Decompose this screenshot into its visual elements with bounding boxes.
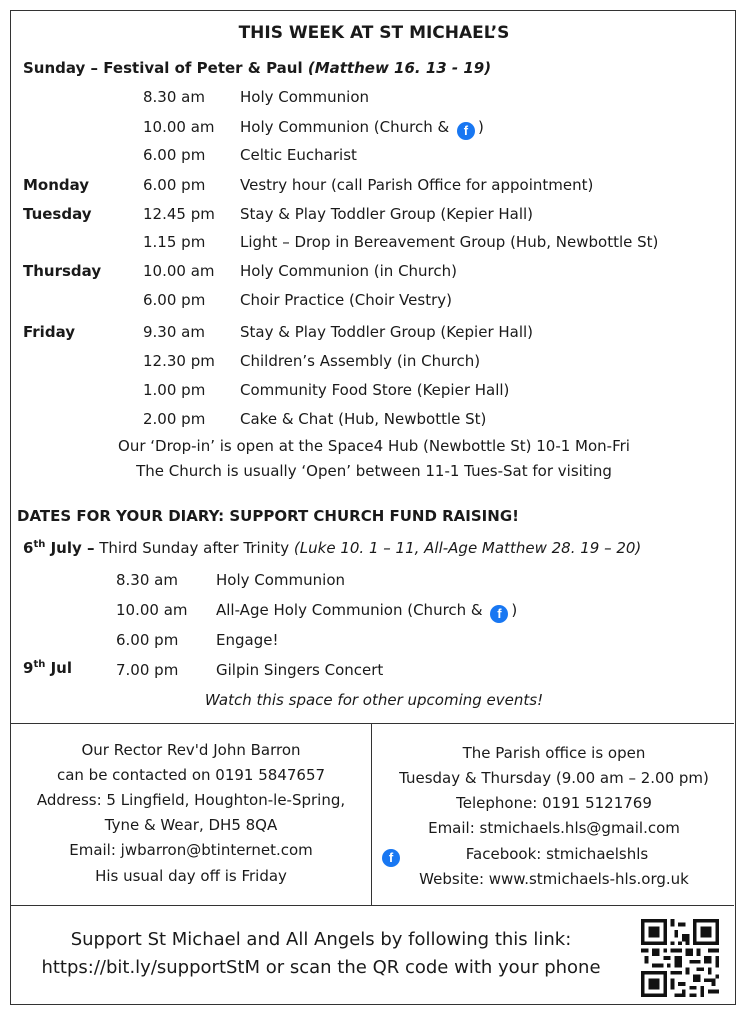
diary-time: 10.00 am xyxy=(116,601,188,619)
event-text: Cake & Chat (Hub, Newbottle St) xyxy=(240,410,487,428)
diary-event xyxy=(216,601,517,623)
diary-event xyxy=(216,571,345,589)
event-text: Children’s Assembly (in Church) xyxy=(240,352,481,370)
rector-line: Address: 5 Lingfield, Houghton-le-Spring, xyxy=(36,791,346,809)
event-time: 12.30 pm xyxy=(143,352,215,370)
divider-vertical xyxy=(371,723,372,905)
event-time: 1.15 pm xyxy=(143,233,206,251)
event-time: 12.45 pm xyxy=(143,205,215,223)
event-text: Stay & Play Toddler Group (Kepier Hall) xyxy=(240,205,534,223)
watch-note: Watch this space for other upcoming events! xyxy=(204,691,544,709)
diary-event-after: ) xyxy=(511,601,518,619)
diary-heading: DATES FOR YOUR DIARY: SUPPORT CHURCH FUND RAISING! xyxy=(17,507,519,525)
event-time: 10.00 am xyxy=(143,262,215,280)
day-label: Monday xyxy=(23,176,90,194)
office-line: Telephone: 0191 5121769 xyxy=(456,794,652,812)
event-text-after: ) xyxy=(477,118,484,136)
rector-line: can be contacted on 0191 5847657 xyxy=(56,766,326,784)
event-text: Celtic Eucharist xyxy=(240,146,357,164)
day-label: Tuesday xyxy=(23,205,92,223)
facebook-icon[interactable]: f xyxy=(490,605,508,623)
event-text: Community Food Store (Kepier Hall) xyxy=(240,381,510,399)
diary-event-text: Engage! xyxy=(216,631,279,649)
event-name xyxy=(240,323,533,341)
event-text: Light – Drop in Bereavement Group (Hub, Newbottle St) xyxy=(240,233,659,251)
support-line-1: Support St Michael and All Angels by following this link: xyxy=(70,929,572,950)
diary-event xyxy=(216,631,278,649)
diary-event-text: All-Age Holy Communion (Church & xyxy=(216,601,483,619)
office-line[interactable]: Email: stmichaels.hls@gmail.com xyxy=(428,819,680,837)
rector-line: Tyne & Wear, DH5 8QA xyxy=(104,816,278,834)
event-time: 6.00 pm xyxy=(143,146,206,164)
qr-code-icon[interactable] xyxy=(641,919,719,997)
event-text: Stay & Play Toddler Group (Kepier Hall) xyxy=(240,323,534,341)
event-name xyxy=(240,291,452,309)
event-text: Holy Communion (Church & xyxy=(240,118,450,136)
sunday-reading: (Matthew 16. 13 - 19) xyxy=(307,59,492,77)
diary-event-text: Holy Communion xyxy=(216,571,346,589)
office-facebook-row xyxy=(379,845,648,867)
event-time: 6.00 pm xyxy=(143,176,206,194)
divider-bottom xyxy=(11,905,734,906)
event-time: 2.00 pm xyxy=(143,410,206,428)
jul9-event: Gilpin Singers Concert xyxy=(216,661,384,679)
diary-time: 8.30 am xyxy=(116,571,178,589)
office-website[interactable]: Website: www.stmichaels-hls.org.uk xyxy=(419,870,689,888)
event-name xyxy=(240,205,533,223)
rector-line[interactable]: Email: jwbarron@btinternet.com xyxy=(69,841,313,859)
event-name xyxy=(240,381,509,399)
event-name xyxy=(240,146,357,164)
event-name xyxy=(240,410,486,428)
drop-in-note: Our ‘Drop-in’ is open at the Space4 Hub (Newbottle St) 10-1 Mon-Fri xyxy=(118,437,630,455)
office-line: The Parish office is open xyxy=(462,744,646,762)
day-label: Friday xyxy=(23,323,76,341)
sunday-heading: Sunday – Festival of Peter & Paul (Matthew 16. 13 - 19) xyxy=(23,59,492,77)
event-time: 6.00 pm xyxy=(143,291,206,309)
newsletter-frame xyxy=(10,10,736,1005)
facebook-icon[interactable]: f xyxy=(457,122,475,140)
support-link[interactable]: https://bit.ly/supportStM or scan the QR code with your phone xyxy=(41,957,601,978)
event-name xyxy=(240,352,480,370)
event-name xyxy=(240,118,484,140)
rector-line: His usual day off is Friday xyxy=(95,867,287,885)
jul9-time: 7.00 pm xyxy=(116,661,179,679)
rector-line: Our Rector Rev'd John Barron xyxy=(81,741,301,759)
jul9-day: 9th Jul xyxy=(23,659,72,677)
diary-time: 6.00 pm xyxy=(116,631,179,649)
divider-top xyxy=(11,723,734,724)
event-text: Choir Practice (Choir Vestry) xyxy=(240,291,452,309)
church-open-note: The Church is usually ‘Open’ between 11-1 Tues-Sat for visiting xyxy=(136,462,612,480)
facebook-icon[interactable]: f xyxy=(382,849,400,867)
office-line: Tuesday & Thursday (9.00 am – 2.00 pm) xyxy=(399,769,709,787)
july6-reading: (Luke 10. 1 – 11, All-Age Matthew 28. 19 – 20) xyxy=(293,539,642,557)
event-name xyxy=(240,262,457,280)
event-text: Vestry hour (call Parish Office for appointment) xyxy=(240,176,594,194)
office-facebook: Facebook: stmichaelshls xyxy=(465,845,649,863)
july6-heading: 6th July – Third Sunday after Trinity (Luke 10. 1 – 11, All-Age Matthew 28. 19 – 20) xyxy=(23,539,642,557)
event-name xyxy=(240,88,369,106)
event-time: 8.30 am xyxy=(143,88,205,106)
event-name xyxy=(240,176,593,194)
event-time: 1.00 pm xyxy=(143,381,206,399)
event-text: Holy Communion (in Church) xyxy=(240,262,458,280)
event-text: Holy Communion xyxy=(240,88,370,106)
event-name xyxy=(240,233,658,251)
event-time: 9.30 am xyxy=(143,323,205,341)
page-title: THIS WEEK AT ST MICHAEL’S xyxy=(238,23,510,43)
event-time: 10.00 am xyxy=(143,118,215,136)
day-label: Thursday xyxy=(23,262,102,280)
